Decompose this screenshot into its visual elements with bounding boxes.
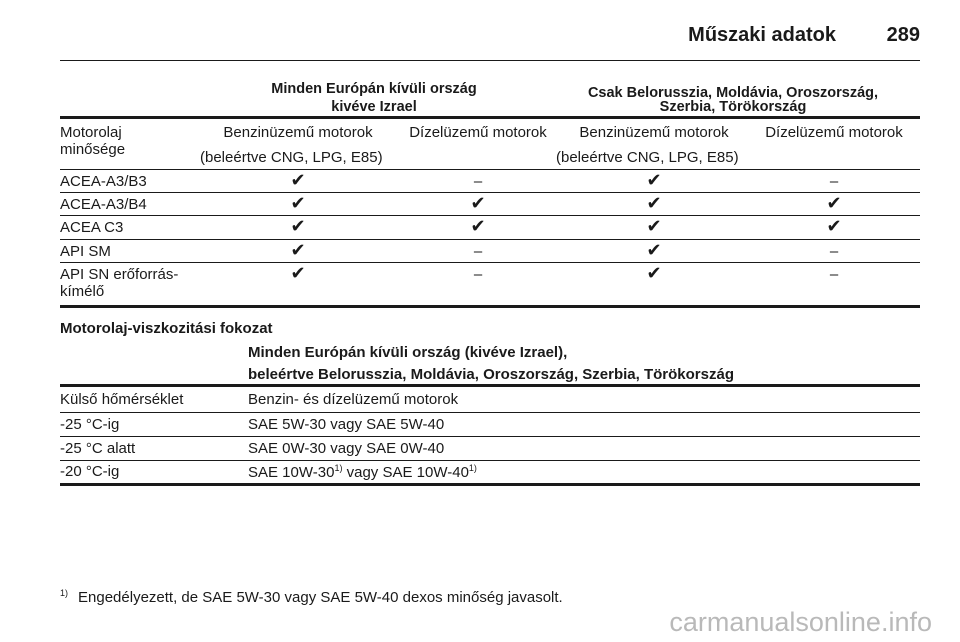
- oil-spec-label: API SN erőforrás-kímélő: [60, 266, 179, 300]
- oil-grade-a: SAE 10W-30: [248, 464, 335, 481]
- oil-spec-label: ACEA C3: [60, 219, 124, 236]
- oil-grade-b: vagy SAE 10W-40: [342, 464, 469, 481]
- group-header-belarus: [568, 86, 898, 114]
- group-header-non-eu-line2: kivéve Izrael: [331, 99, 417, 115]
- temperature-cell: -25 °C alatt: [60, 440, 136, 457]
- table-rule: [60, 483, 920, 486]
- table-rule: [60, 384, 920, 387]
- viscosity-header-line1: Minden Európán kívüli ország (kivéve Izrael),: [248, 344, 568, 361]
- temperature-cell: -20 °C-ig: [60, 463, 120, 480]
- table-rule: [60, 412, 920, 413]
- footnote-mark: 1): [60, 588, 69, 598]
- table-rule: [60, 305, 920, 308]
- check-icon: ✔: [290, 193, 306, 213]
- column-header-diesel: Dízelüzemű motorok: [765, 124, 903, 141]
- table-rule: [60, 116, 920, 119]
- row-header-oil-quality: Motorolaj minősége: [60, 124, 126, 158]
- footnote: [60, 589, 563, 606]
- page-title: Műszaki adatok: [688, 24, 836, 46]
- group-header-belarus-line1: Csak Belorusszia, Moldávia, Oroszország,: [587, 85, 879, 101]
- page-header: [60, 20, 920, 61]
- check-icon: ✔: [646, 216, 662, 236]
- oil-grade-cell: SAE 5W-30 vagy SAE 5W-40: [248, 416, 445, 433]
- oil-spec-label: API SM: [60, 243, 111, 260]
- watermark: carmanualsonline.info: [669, 607, 932, 637]
- temperature-cell: -25 °C-ig: [60, 416, 120, 433]
- check-icon: ✔: [470, 193, 486, 213]
- dash-mark: –: [473, 173, 483, 190]
- column-header-petrol: Benzinüzemű motorok: [579, 124, 729, 141]
- oil-grade-cell: SAE 0W-30 vagy SAE 0W-40: [248, 440, 445, 457]
- column-header-engines: Benzin- és dízelüzemű motorok: [248, 391, 459, 408]
- check-icon: ✔: [646, 193, 662, 213]
- table-rule: [60, 169, 920, 170]
- dash-mark: –: [829, 243, 839, 260]
- table-rule: [60, 239, 920, 240]
- dash-mark: –: [829, 266, 839, 283]
- column-subnote: (beleértve CNG, LPG, E85): [200, 149, 383, 166]
- column-header-diesel: Dízelüzemű motorok: [409, 124, 547, 141]
- table-rule: [60, 436, 920, 437]
- group-header-non-eu-line1: Minden Európán kívüli ország: [271, 81, 477, 97]
- dash-mark: –: [473, 243, 483, 260]
- section-title-viscosity: Motorolaj-viszkozitási fokozat: [60, 320, 273, 337]
- group-header-non-eu: [248, 80, 500, 116]
- footnote-ref: 1): [468, 463, 477, 473]
- table-rule: [60, 262, 920, 263]
- table-rule: [60, 460, 920, 461]
- oil-spec-label: ACEA-A3/B4: [60, 196, 147, 213]
- check-icon: ✔: [826, 216, 842, 236]
- check-icon: ✔: [646, 263, 662, 283]
- dash-mark: –: [473, 266, 483, 283]
- check-icon: ✔: [470, 216, 486, 236]
- footnote-text: Engedélyezett, de SAE 5W-30 vagy SAE 5W-40 dexos minőség javasolt.: [78, 589, 563, 606]
- column-subnote: (beleértve CNG, LPG, E85): [556, 149, 739, 166]
- footnote-ref: 1): [334, 463, 343, 473]
- group-header-belarus-line2: Szerbia, Törökország: [659, 99, 807, 115]
- column-header-petrol: Benzinüzemű motorok: [223, 124, 373, 141]
- check-icon: ✔: [646, 240, 662, 260]
- page-number: 289: [886, 24, 920, 46]
- viscosity-header-line2: beleértve Belorusszia, Moldávia, Oroszország, Szerbia, Törökország: [248, 366, 734, 383]
- check-icon: ✔: [290, 170, 306, 190]
- check-icon: ✔: [826, 193, 842, 213]
- dash-mark: –: [829, 173, 839, 190]
- check-icon: ✔: [290, 216, 306, 236]
- check-icon: ✔: [646, 170, 662, 190]
- check-icon: ✔: [290, 263, 306, 283]
- oil-spec-label: ACEA-A3/B3: [60, 173, 147, 190]
- check-icon: ✔: [290, 240, 306, 260]
- column-header-temperature: Külső hőmérséklet: [60, 391, 184, 408]
- oil-grade-cell: [248, 463, 477, 481]
